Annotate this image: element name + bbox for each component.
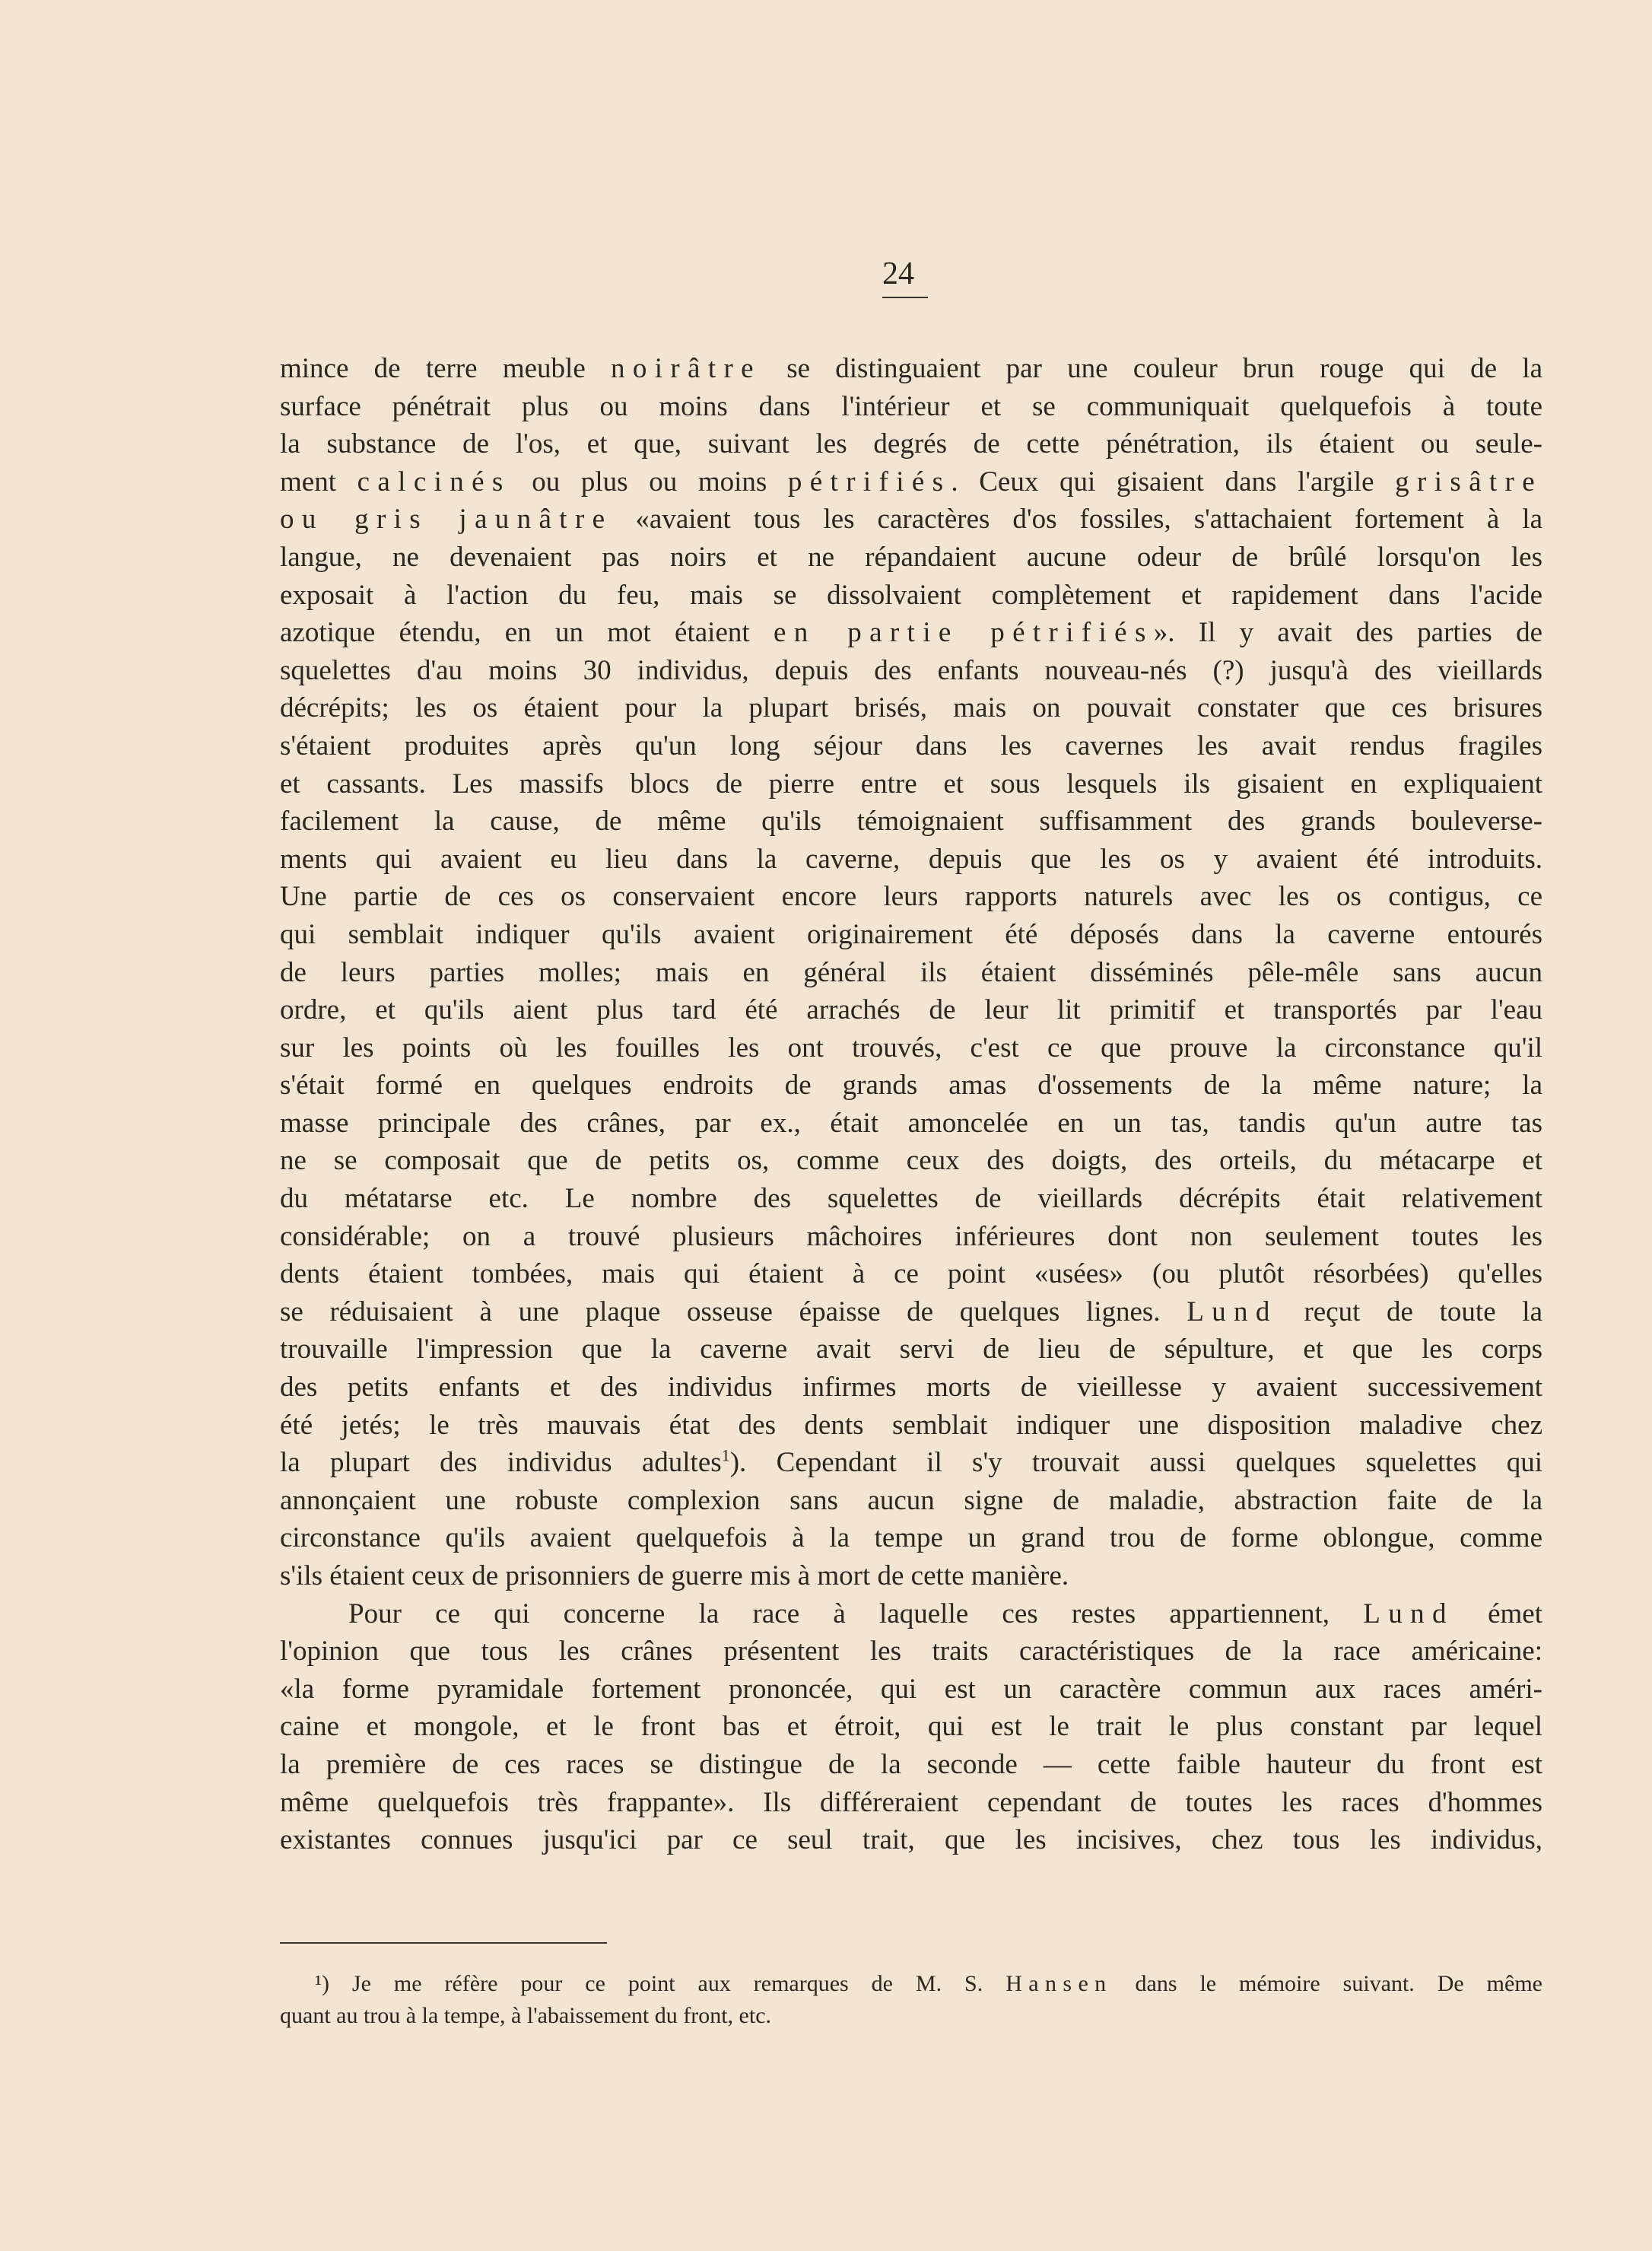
text-line: masse principale des crânes, par ex., était amoncelée en un tas, tandis qu'un autre tas <box>280 1107 1542 1139</box>
footnote-separator <box>280 1942 607 1944</box>
text-line: circonstance qu'ils avaient quelquefois à la tempe un grand trou de forme oblongue, comme <box>280 1522 1542 1554</box>
spaced-emphasis: grisâtre <box>1395 466 1542 498</box>
text-line: «la forme pyramidale fortement prononcée, qui est un caractère commun aux races améri- <box>280 1673 1542 1705</box>
text-line: se réduisaient à une plaque osseuse épaisse de quelques lignes. Lund reçut de toute la <box>280 1296 1542 1327</box>
text-line: exposait à l'action du feu, mais se dissolvaient complètement et rapidement dans l'acide <box>280 579 1542 611</box>
page-number-underline <box>882 297 928 298</box>
page-number: 24 <box>882 256 914 291</box>
text-line: du métatarse etc. Le nombre des squelettes de vieillards décrépits était relativement <box>280 1183 1542 1215</box>
text-line: caine et mongole, et le front bas et étroit, qui est le trait le plus constant par lequel <box>280 1711 1542 1743</box>
text-line: ments qui avaient eu lieu dans la caverne, depuis que les os y avaient été introduits. <box>280 843 1542 875</box>
text-line: s'étaient produites après qu'un long séjour dans les cavernes les avait rendus fragiles <box>280 730 1542 761</box>
text-line: dents étaient tombées, mais qui étaient à ce point «usées» (ou plutôt résorbées) qu'elles <box>280 1258 1542 1290</box>
text-line: et cassants. Les massifs blocs de pierre entre et sous lesquels ils gisaient en expliquaient <box>280 768 1542 800</box>
body-text <box>280 350 1542 1859</box>
text-line: Pour ce qui concerne la race à laquelle ces restes appartiennent, Lund émet <box>348 1598 1542 1629</box>
text-line: considérable; on a trouvé plusieurs mâchoires inférieures dont non seulement toutes les <box>280 1220 1542 1252</box>
text-line: surface pénétrait plus ou moins dans l'intérieur et se communiquait quelquefois à toute <box>280 390 1542 422</box>
text-line: des petits enfants et des individus infirmes morts de vieillesse y avaient successivement <box>280 1372 1542 1404</box>
text-line: s'était formé en quelques endroits de grands amas d'ossements de la même nature; la <box>280 1070 1542 1102</box>
footnote-marker: 1 <box>721 1445 730 1465</box>
text-line: s'ils étaient ceux de prisonniers de guerre mis à mort de cette manière. <box>280 1560 1069 1591</box>
spaced-emphasis: Hansen <box>1005 1971 1113 1996</box>
text-line: qui semblait indiquer qu'ils avaient originairement été déposés dans la caverne entourés <box>280 918 1542 950</box>
text-line: ment calcinés ou plus ou moins pétrifiés. Ceux qui gisaient dans l'argile grisâtre <box>280 466 1542 498</box>
text-line: de leurs parties molles; mais en général ils étaient disséminés pêle-mêle sans aucun <box>280 956 1542 988</box>
spaced-emphasis: Lund <box>1363 1598 1454 1629</box>
text-line: sur les points où les fouilles les ont trouvés, c'est ce que prouve la circonstance qu'il <box>280 1032 1542 1064</box>
text-line: langue, ne devenaient pas noirs et ne répandaient aucune odeur de brûlé lorsqu'on les <box>280 541 1542 573</box>
text-line: la plupart des individus adultes$^1$). Cependant il s'y trouvait aussi quelques squelettes qui <box>280 1445 1542 1479</box>
text-line: été jetés; le très mauvais état des dents semblait indiquer une disposition maladive chez <box>280 1409 1542 1441</box>
spaced-emphasis: pétrifiés <box>787 466 951 498</box>
spaced-emphasis: noirâtre <box>611 353 761 384</box>
text-line: existantes connues jusqu'ici par ce seul trait, que les incisives, chez tous les individus, <box>280 1824 1542 1856</box>
text-line: l'opinion que tous les crânes présentent les traits caractéristiques de la race américaine: <box>280 1636 1542 1668</box>
text-line: ou gris jaunâtre «avaient tous les caractères d'os fossiles, s'attachaient fortement à la <box>280 504 1542 536</box>
footnote <box>280 1968 1542 2032</box>
spaced-emphasis: Lund <box>1187 1296 1278 1327</box>
spaced-emphasis: en partie pétrifiés <box>773 617 1154 649</box>
text-line: la première de ces races se distingue de la seconde — cette faible hauteur du front est <box>280 1748 1542 1780</box>
text-line: même quelquefois très frappante». Ils différeraient cependant de toutes les races d'hommes <box>280 1786 1542 1818</box>
footnote-line: ¹) Je me réfère pour ce point aux remarques de M. S. Hansen dans le mémoire suivant. De même <box>315 1971 1542 1996</box>
spaced-emphasis: ou gris jaunâtre <box>280 504 613 536</box>
text-line: décrépits; les os étaient pour la plupart brisés, mais on pouvait constater que ces brisures <box>280 692 1542 724</box>
text-line: ne se composait que de petits os, comme ceux des doigts, des orteils, du métacarpe et <box>280 1145 1542 1177</box>
text-line: Une partie de ces os conservaient encore leurs rapports naturels avec les os contigus, ce <box>280 881 1542 913</box>
text-line: annonçaient une robuste complexion sans aucun signe de maladie, abstraction faite de la <box>280 1484 1542 1516</box>
spaced-emphasis: calcinés <box>357 466 511 498</box>
text-line: ordre, et qu'ils aient plus tard été arrachés de leur lit primitif et transportés par l'eau <box>280 994 1542 1026</box>
text-line: trouvaille l'impression que la caverne avait servi de lieu de sépulture, et que les corps <box>280 1334 1542 1366</box>
text-line: la substance de l'os, et que, suivant les degrés de cette pénétration, ils étaient ou seule- <box>280 428 1542 460</box>
text-line: squelettes d'au moins 30 individus, depuis des enfants nouveau-nés (?) jusqu'à des vieillards <box>280 654 1542 686</box>
text-line: mince de terre meuble noirâtre se distinguaient par une couleur brun rouge qui de la <box>280 353 1543 384</box>
footnote-line: quant au trou à la tempe, à l'abaissement du front, etc. <box>280 2003 772 2028</box>
text-line: azotique étendu, en un mot étaient en partie pétrifiés». Il y avait des parties de <box>280 617 1542 649</box>
text-line: facilement la cause, de même qu'ils témoignaient suffisamment des grands bouleverse- <box>280 806 1542 838</box>
